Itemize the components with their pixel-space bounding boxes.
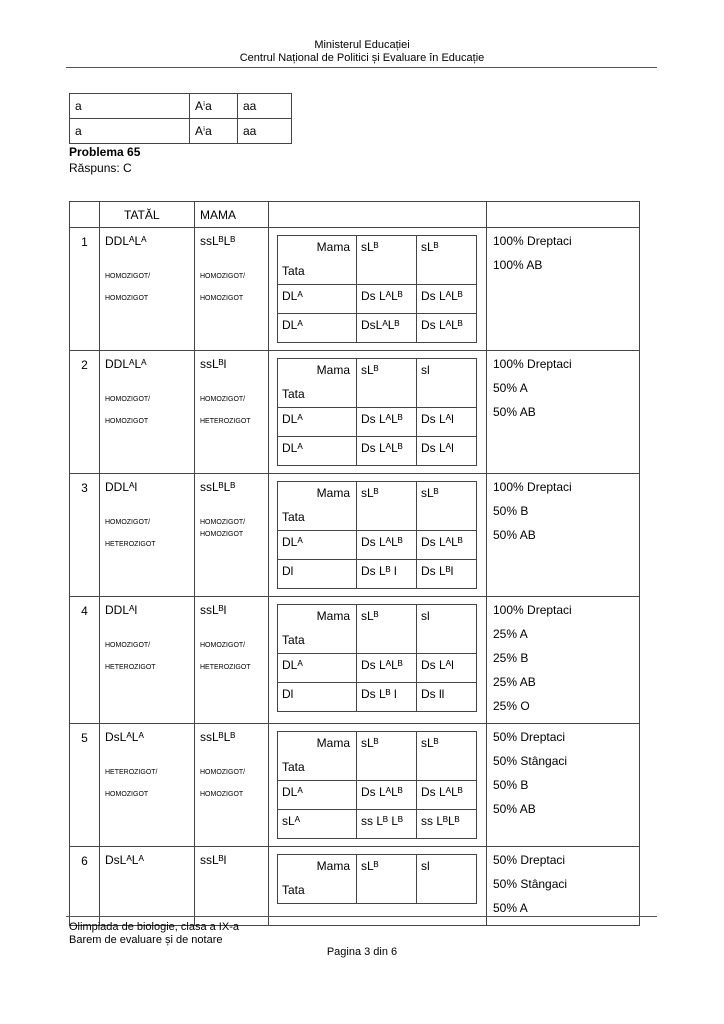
punnett-row — [278, 683, 477, 712]
father-zygosity: HOMOZIGOT — [105, 295, 149, 302]
father-zygosity: HOMOZIGOT/ — [105, 273, 151, 280]
father-genotype: DDLᴬLᴬ — [105, 357, 147, 371]
mother-genotype: ssLᴮLᴮ — [200, 480, 236, 494]
punnett-mother-gamete: sLᴮ — [417, 732, 477, 781]
row-number: 5 — [70, 724, 100, 847]
punnett-offspring: DsLᴬLᴮ — [357, 314, 417, 343]
punnett-mama-label: Mama — [316, 859, 350, 873]
punnett-mother-gamete: sl — [417, 855, 477, 904]
father-genotype-cell — [100, 474, 195, 597]
table-row — [70, 724, 640, 847]
table-cell: Aⁱa — [190, 94, 238, 119]
mother-zygosity: HOMOZIGOT/ — [200, 769, 246, 776]
table-cell: Aⁱa — [190, 119, 238, 144]
punnett-offspring: Ds ll — [417, 683, 477, 712]
punnett-tata-label: Tata — [282, 760, 305, 774]
result-line: 50% A — [493, 901, 528, 915]
mother-zygosity: HOMOZIGOT/ — [200, 642, 246, 649]
father-zygosity: HOMOZIGOT — [105, 418, 149, 425]
father-zygosity: HOMOZIGOT/ — [105, 396, 151, 403]
punnett-mother-gamete: sLᴮ — [357, 359, 417, 408]
punnett-cell — [269, 597, 487, 724]
punnett-cell — [269, 724, 487, 847]
results-cell — [487, 351, 640, 474]
punnett-mother-gamete: sLᴮ — [417, 482, 477, 531]
punnett-offspring: Ds Lᴮ l — [357, 683, 417, 712]
punnett-offspring: Ds LᴬLᴮ — [417, 314, 477, 343]
footer-olympiad: Olimpiada de biologie, clasa a IX-a — [69, 921, 239, 933]
mother-genotype-cell — [195, 474, 269, 597]
results-cell — [487, 474, 640, 597]
mother-genotype: ssLᴮLᴮ — [200, 234, 236, 248]
punnett-header-row — [278, 732, 477, 781]
punnett-row — [278, 781, 477, 810]
punnett-mother-gamete: sLᴮ — [357, 482, 417, 531]
allele-table — [69, 93, 292, 144]
punnett-offspring: Ds Lᴬl — [417, 408, 477, 437]
mother-zygosity: HETEROZIGOT — [200, 418, 251, 425]
punnett-row — [278, 531, 477, 560]
punnett-square — [277, 731, 477, 839]
header-cell-punnett — [269, 202, 487, 228]
table-row — [70, 228, 640, 351]
result-line: 50% Stângaci — [493, 754, 568, 768]
punnett-offspring: Ds LᴬLᴮ — [357, 531, 417, 560]
result-line: 50% B — [493, 504, 529, 518]
punnett-father-gamete: DLᴬ — [278, 285, 357, 314]
mother-zygosity: HETEROZIGOT — [200, 664, 251, 671]
result-line: 25% O — [493, 699, 530, 713]
father-genotype: DsLᴬLᴬ — [105, 730, 144, 744]
punnett-mama-label: Mama — [316, 486, 350, 500]
problem-title: Problema 65 — [69, 145, 141, 159]
punnett-offspring: Ds LᴬLᴮ — [417, 531, 477, 560]
punnett-mama-label: Mama — [316, 240, 350, 254]
header-divider — [66, 67, 657, 68]
table-row — [70, 94, 292, 119]
mother-genotype-cell — [195, 597, 269, 724]
punnett-father-gamete: DLᴬ — [278, 437, 357, 466]
mother-genotype-cell — [195, 351, 269, 474]
page-number: Pagina 3 din 6 — [326, 946, 398, 958]
result-line: 25% B — [493, 651, 529, 665]
father-zygosity: HOMOZIGOT/ — [105, 642, 151, 649]
punnett-corner — [278, 855, 357, 904]
footer-divider — [66, 916, 657, 917]
table-header-row — [70, 202, 640, 228]
result-line: 25% AB — [493, 675, 536, 689]
punnett-corner — [278, 605, 357, 654]
punnett-offspring: ss Lᴮ Lᴮ — [357, 810, 417, 839]
punnett-header-row — [278, 359, 477, 408]
table-row — [70, 847, 640, 926]
table-cell: aa — [238, 119, 292, 144]
father-genotype: DDLᴬl — [105, 603, 138, 617]
result-line: 25% A — [493, 627, 528, 641]
header-cell-mother: MAMA — [195, 202, 269, 228]
punnett-offspring: Ds Lᴮl — [417, 560, 477, 589]
punnett-tata-label: Tata — [282, 387, 305, 401]
punnett-father-gamete: Dl — [278, 683, 357, 712]
result-line: 50% AB — [493, 405, 536, 419]
father-zygosity: HOMOZIGOT — [105, 791, 149, 798]
punnett-tata-label: Tata — [282, 510, 305, 524]
header-cell-results — [487, 202, 640, 228]
result-line: 100% Dreptaci — [493, 357, 572, 371]
punnett-header-row — [278, 855, 477, 904]
punnett-mother-gamete: sl — [417, 359, 477, 408]
punnett-offspring: Ds LᴬLᴮ — [357, 781, 417, 810]
punnett-tata-label: Tata — [282, 633, 305, 647]
father-genotype-cell — [100, 597, 195, 724]
father-zygosity: HOMOZIGOT/ — [105, 519, 151, 526]
father-genotype-cell — [100, 351, 195, 474]
table-cell: a — [70, 94, 190, 119]
table-row — [70, 119, 292, 144]
mother-zygosity: HOMOZIGOT/ — [200, 519, 246, 526]
result-line: 50% AB — [493, 528, 536, 542]
punnett-header-row — [278, 482, 477, 531]
results-cell — [487, 847, 640, 926]
punnett-offspring: Ds Lᴬl — [417, 437, 477, 466]
punnett-father-gamete: DLᴬ — [278, 314, 357, 343]
punnett-row — [278, 437, 477, 466]
punnett-tata-label: Tata — [282, 883, 305, 897]
punnett-tata-label: Tata — [282, 264, 305, 278]
result-line: 100% AB — [493, 258, 543, 272]
table-row — [70, 474, 640, 597]
father-genotype-cell — [100, 228, 195, 351]
mother-genotype: ssLᴮl — [200, 357, 227, 371]
punnett-cell — [269, 474, 487, 597]
punnett-mother-gamete: sLᴮ — [357, 732, 417, 781]
result-line: 50% A — [493, 381, 528, 395]
mother-genotype: ssLᴮl — [200, 853, 227, 867]
punnett-corner — [278, 732, 357, 781]
result-line: 50% AB — [493, 802, 536, 816]
mother-genotype-cell — [195, 228, 269, 351]
punnett-mother-gamete: sl — [417, 605, 477, 654]
mother-zygosity: HOMOZIGOT/ — [200, 396, 246, 403]
father-zygosity: HETEROZIGOT — [105, 541, 156, 548]
punnett-header-row — [278, 236, 477, 285]
table-cell: a — [70, 119, 190, 144]
mother-genotype: ssLᴮl — [200, 603, 227, 617]
punnett-offspring: ss LᴮLᴮ — [417, 810, 477, 839]
results-cell — [487, 228, 640, 351]
father-genotype: DDLᴬl — [105, 480, 138, 494]
punnett-father-gamete: DLᴬ — [278, 654, 357, 683]
punnett-mother-gamete: sLᴮ — [417, 236, 477, 285]
punnett-offspring: Ds Lᴬl — [417, 654, 477, 683]
punnett-row — [278, 408, 477, 437]
punnett-offspring: Ds LᴬLᴮ — [357, 437, 417, 466]
mother-zygosity: HOMOZIGOT — [200, 295, 244, 302]
header-ministry: Ministerul Educației — [314, 39, 410, 51]
punnett-row — [278, 810, 477, 839]
punnett-father-gamete: DLᴬ — [278, 781, 357, 810]
punnett-square — [277, 358, 477, 466]
mother-genotype-cell — [195, 847, 269, 926]
result-line: 50% B — [493, 778, 529, 792]
punnett-offspring: Ds LᴬLᴮ — [357, 408, 417, 437]
father-zygosity: HETEROZIGOT — [105, 664, 156, 671]
genetics-table — [69, 201, 640, 926]
mother-zygosity: HOMOZIGOT — [200, 791, 244, 798]
father-genotype-cell — [100, 724, 195, 847]
results-cell — [487, 597, 640, 724]
problem-answer: Răspuns: C — [69, 161, 132, 175]
punnett-corner — [278, 359, 357, 408]
footer-barem: Barem de evaluare și de notare — [69, 934, 223, 946]
punnett-row — [278, 285, 477, 314]
result-line: 100% Dreptaci — [493, 234, 572, 248]
row-number: 3 — [70, 474, 100, 597]
punnett-mama-label: Mama — [316, 736, 350, 750]
punnett-row — [278, 654, 477, 683]
punnett-offspring: Ds LᴬLᴮ — [357, 654, 417, 683]
mother-genotype: ssLᴮLᴮ — [200, 730, 236, 744]
punnett-father-gamete: DLᴬ — [278, 408, 357, 437]
punnett-cell — [269, 351, 487, 474]
punnett-square — [277, 235, 477, 343]
punnett-mother-gamete: sLᴮ — [357, 236, 417, 285]
result-line: 50% Dreptaci — [493, 730, 566, 744]
punnett-square — [277, 604, 477, 712]
mother-zygosity: HOMOZIGOT — [200, 531, 244, 538]
father-genotype: DsLᴬLᴬ — [105, 853, 144, 867]
results-cell — [487, 724, 640, 847]
punnett-header-row — [278, 605, 477, 654]
punnett-father-gamete: sLᴬ — [278, 810, 357, 839]
punnett-offspring: Ds Lᴮ l — [357, 560, 417, 589]
punnett-cell — [269, 847, 487, 926]
punnett-offspring: Ds LᴬLᴮ — [417, 285, 477, 314]
result-line: 50% Stângaci — [493, 877, 568, 891]
father-genotype-cell — [100, 847, 195, 926]
punnett-father-gamete: Dl — [278, 560, 357, 589]
punnett-corner — [278, 236, 357, 285]
father-genotype: DDLᴬLᴬ — [105, 234, 147, 248]
punnett-mother-gamete: sLᴮ — [357, 605, 417, 654]
row-number: 1 — [70, 228, 100, 351]
punnett-offspring: Ds LᴬLᴮ — [357, 285, 417, 314]
header-cell-father: TATĂL — [100, 202, 195, 228]
punnett-row — [278, 314, 477, 343]
punnett-offspring: Ds LᴬLᴮ — [417, 781, 477, 810]
punnett-mama-label: Mama — [316, 609, 350, 623]
punnett-cell — [269, 228, 487, 351]
row-number: 2 — [70, 351, 100, 474]
mother-genotype-cell — [195, 724, 269, 847]
punnett-row — [278, 560, 477, 589]
header-cell-number — [70, 202, 100, 228]
row-number: 6 — [70, 847, 100, 926]
table-cell: aa — [238, 94, 292, 119]
father-zygosity: HETEROZIGOT/ — [105, 769, 158, 776]
result-line: 50% Dreptaci — [493, 853, 566, 867]
punnett-square — [277, 854, 477, 904]
row-number: 4 — [70, 597, 100, 724]
punnett-mama-label: Mama — [316, 363, 350, 377]
punnett-mother-gamete: sLᴮ — [357, 855, 417, 904]
result-line: 100% Dreptaci — [493, 480, 572, 494]
table-row — [70, 351, 640, 474]
mother-zygosity: HOMOZIGOT/ — [200, 273, 246, 280]
punnett-father-gamete: DLᴬ — [278, 531, 357, 560]
result-line: 100% Dreptaci — [493, 603, 572, 617]
header-center: Centrul Național de Politici și Evaluare în Educație — [239, 52, 485, 64]
table-row — [70, 597, 640, 724]
punnett-square — [277, 481, 477, 589]
punnett-corner — [278, 482, 357, 531]
